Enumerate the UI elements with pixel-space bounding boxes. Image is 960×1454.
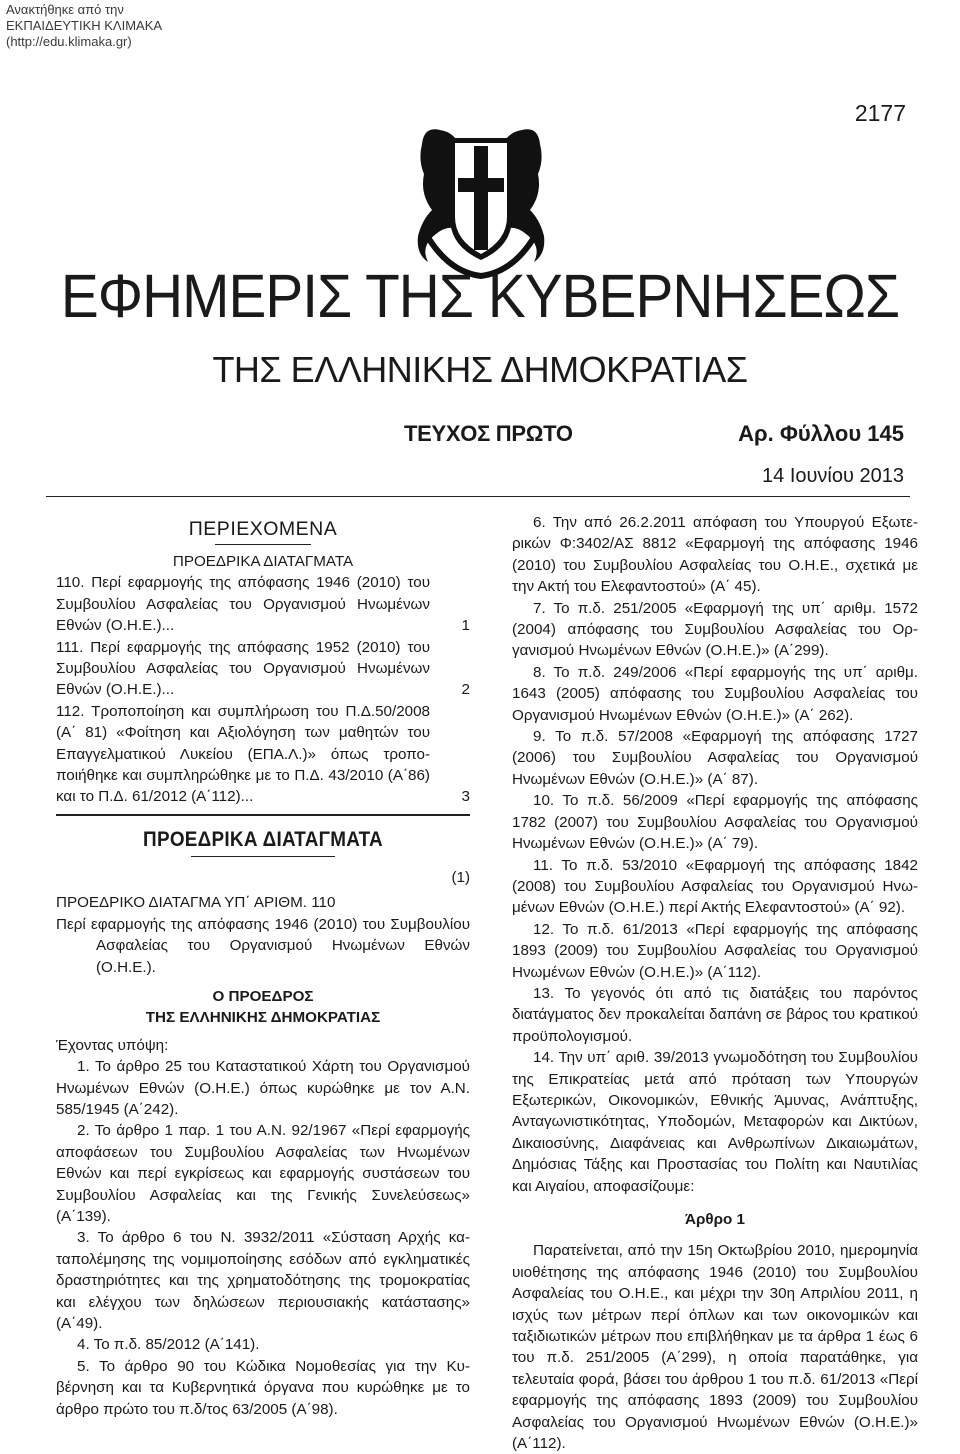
right-column	[512, 512, 918, 1454]
gazette-title: ΕΦΗΜΕΡΙΣ ΤΗΣ ΚΥΒΕΡΝΗΣΕΩΣ	[60, 262, 900, 330]
toc-item-page: 2	[461, 681, 470, 699]
sheet-number: Αρ. Φύλλου 145	[738, 421, 904, 446]
page-number: 2177	[854, 100, 906, 126]
source-note-line: ΕΚΠΑΙΔΕΥΤΙΚΗ ΚΛΙΜΑΚΑ	[6, 18, 163, 33]
source-note-line: (http://edu.klimaka.gr)	[6, 34, 132, 49]
decree-title: Περί εφαρμογής της απόφασης 1946 (2010) του Συμβουλίου Ασφαλείας του Οργανισμού Ηνωμένων Εθνών (Ο.Η.Ε.).	[56, 915, 470, 976]
consideration-item: 2. Το άρθρο 1 παρ. 1 του Α.Ν. 92/1967 «Περί εφαρμογής αποφάσεων του Συμβουλίου Ασφαλείας των Ηνωμένων Εθνών και περί εγκρίσεως και εφαρμογής συστάσεων του Συμβουλίου Ασφαλείας και της Γενικής Συνελεύσεως» (Α΄139).	[56, 1122, 470, 1225]
president-heading	[56, 986, 470, 1029]
consideration-item: 9. Το π.δ. 57/2008 «Εφαρμογή της απόφασης 1727 (2006) του Συμβουλίου Ασφαλείας του Οργανισμού Ηνωμένων Εθνών (Ο.Η.Ε.)» (Α΄ 87).	[512, 728, 918, 788]
toc-item[interactable]	[56, 701, 470, 808]
toc-item-text: 111. Περί εφαρμογής της απόφασης 1952 (2010) του Συμβουλίου Ασφαλείας του Οργανισμού Ηνωμένων Εθνών (Ο.Η.Ε.)...	[56, 638, 430, 699]
gazette-subtitle: ΤΗΣ ΕΛΛΗΝΙΚΗΣ ΔΗΜΟΚΡΑΤΙΑΣ	[212, 349, 748, 390]
source-note-line: Ανακτήθηκε από την	[6, 2, 124, 17]
president-heading-line: ΤΗΣ ΕΛΛΗΝΙΚΗΣ ΔΗΜΟΚΡΑΤΙΑΣ	[145, 1009, 381, 1027]
having-regard: Έχοντας υπόψη:	[56, 1036, 169, 1054]
consideration-item: 13. Το γεγονός ότι από τις διατάξεις του παρόντος διατάγματος δεν προκαλείται δαπάνη σε βάρος του κρατικού προϋπολογισμού.	[512, 984, 918, 1045]
contents-underline	[215, 544, 311, 545]
toc-item-page: 1	[461, 617, 470, 635]
issue-series: ΤΕΥΧΟΣ ΠΡΩΤΟ	[404, 421, 573, 446]
article-text: Παρατείνεται, από την 15η Οκτωβρίου 2010, ημερομηνία υιοθέτησης της απόφασης 1946 (2010) του Συμβουλίου Ασφαλείας του Ο.Η.Ε., και μέχρι την 30η Απριλίου 2011, η ισχύς των μέτρων περί όπλων και των οικονομικών και ταξιδιωτικών μέτρων που επιβλήθηκαν με τα άρθρα 1 έως 6 του π.δ. 251/2005 (Α΄299), η οποία παρατάθηκε, για τελευταία φορά, βάσει του άρθρου 1 του π.δ. 61/2013 «Περί εφαρμογής της απόφασης 1893 (2009) του Συμβουλίου Ασφαλείας του Οργανισμού Ηνωμένων Εθνών (Ο.Η.Ε.)» (Α΄112).	[512, 1242, 918, 1453]
toc-item[interactable]	[56, 637, 470, 701]
section-title: ΠΡΟΕΔΡΙΚΑ ΔΙΑΤΑΓΜΑΤΑ	[143, 827, 383, 851]
consideration-item: 14. Την υπ΄ αριθ. 39/2013 γνωμοδότηση του Συμβουλίου της Επικρατείας μετά από πρόταση των Υπουργών Εξωτερικών, Οικονομικών, Εθνικής Άμυνας, Ανάπτυξης, Ανταγωνιστικότητας, Υποδομών, Μεταφορών και Δικτύων, Δικαιοσύνης, Διαφάνειας και Ανθρωπίνων Δικαιωμάτων, Δημόσιας Τάξης και Προστασίας του Πολίτη και Ναυτιλίας και Αιγαίου, αποφασίζουμε:	[512, 1049, 918, 1195]
toc-item-page: 3	[461, 788, 470, 806]
header-divider	[46, 496, 910, 497]
consideration-item: 7. Το π.δ. 251/2005 «Εφαρμογή της υπ΄ αριθμ. 1572 (2004) απόφασης του Συμβουλίου Ασφαλείας του Οργανισμού Ηνωμένων Εθνών (Ο.Η.Ε.)» (Α΄299).	[512, 599, 918, 660]
toc-item[interactable]	[56, 572, 470, 636]
consideration-item: 12. Το π.δ. 61/2013 «Περί εφαρμογής της απόφασης 1893 (2009) του Συμβουλίου Ασφαλείας του Οργανισμού Ηνωμένων Εθνών (Ο.Η.Ε.)» (Α΄112).	[512, 920, 918, 981]
toc-item-text: 112. Τροποποίηση και συμπλήρωση του Π.Δ.50/2008 (Α΄ 81) «Φοίτηση και Αξιολόγηση των μαθητών του Επαγγελματικού Λυκείου (ΕΠΑ.Λ.)» όπως τροποποιήθηκε και συμπληρώθηκε με το Π.Δ. 43/2010 (Α΄86) και το Π.Δ. 61/2012 (Α΄112)...	[56, 702, 430, 806]
decree-number: ΠΡΟΕΔΡΙΚΟ ΔΙΑΤΑΓΜΑ ΥΠ΄ ΑΡΙΘΜ. 110	[56, 894, 336, 912]
consideration-item: 3. Το άρθρο 6 του Ν. 3932/2011 «Σύσταση Αρχής καταπολέμησης της νομιμοποίησης εσόδων από εγκληματικές δραστηριότητες και της χρηματοδότησης της τρομοκρατίας και ελέγχου των δηλώσεων περιουσιακής κατάστασης» (Α΄49).	[56, 1229, 470, 1332]
consideration-item: 5. Το άρθρο 90 του Κώδικα Νομοθεσίας για την Κυβέρνηση και τα Κυβερνητικά όργανα που κυρώθηκε με το άρθρο πρώτο του π.δ/τος 63/2005 (Α΄98).	[56, 1357, 470, 1418]
contents-divider	[56, 814, 470, 816]
source-note	[6, 2, 162, 50]
consideration-item: 6. Την από 26.2.2011 απόφαση του Υπουργού Εξωτερικών Φ:3402/ΑΣ 8812 «Εφαρμογή της απόφασης 1946 (2010) του Συμβουλίου Ασφαλείας του Ο.Η.Ε., σχετικά με την Ακτή του Ελεφαντοστού» (Α΄ 45).	[512, 514, 918, 596]
consideration-item: 4. Το π.δ. 85/2012 (Α΄141).	[77, 1336, 260, 1354]
consideration-item: 11. Το π.δ. 53/2010 «Εφαρμογή της απόφασης 1842 (2008) του Συμβουλίου Ασφαλείας του Οργανισμού Ηνωμένων Εθνών (Ο.Η.Ε.) περί Ακτής Ελεφαντοστού» (Α΄ 92).	[512, 856, 918, 917]
consideration-item: 10. Το π.δ. 56/2009 «Περί εφαρμογής της απόφασης 1782 (2007) του Συμβουλίου Ασφαλείας του Οργανισμού Ηνωμένων Εθνών (Ο.Η.Ε.)» (Α΄ 79).	[512, 792, 918, 853]
consideration-item: 1. Το άρθρο 25 του Καταστατικού Χάρτη του Οργανισμού Ηνωμένων Εθνών (Ο.Η.Ε.) όπως κυρώθηκε με τον Α.Ν. 585/1945 (Α΄242).	[56, 1058, 470, 1118]
consideration-item: 8. Το π.δ. 249/2006 «Περί εφαρμογής της υπ΄ αριθμ. 1643 (2005) απόφασης του Συμβουλίου Ασφαλείας του Οργανισμού Ηνωμένων Εθνών (Ο.Η.Ε.)» (Α΄ 262).	[512, 663, 918, 724]
contents-title: ΠΕΡΙΕΧΟΜΕΝΑ	[188, 518, 338, 540]
issue-date: 14 Ιουνίου 2013	[762, 465, 904, 487]
article-title: Άρθρο 1	[685, 1211, 745, 1228]
contents-decrees-heading: ΠΡΟΕΔΡΙΚΑ ΔΙΑΤΑΓΜΑΤΑ	[172, 553, 354, 570]
section-underline	[191, 856, 335, 857]
president-heading-line: Ο ΠΡΟΕΔΡΟΣ	[212, 987, 314, 1005]
left-column	[56, 512, 470, 1420]
greek-coat-of-arms-icon	[408, 122, 554, 282]
footnote-marker: (1)	[451, 868, 470, 886]
toc-item-text: 110. Περί εφαρμογής της απόφασης 1946 (2010) του Συμβουλίου Ασφαλείας του Οργανισμού Ηνωμένων Εθνών (Ο.Η.Ε.)...	[56, 574, 430, 635]
